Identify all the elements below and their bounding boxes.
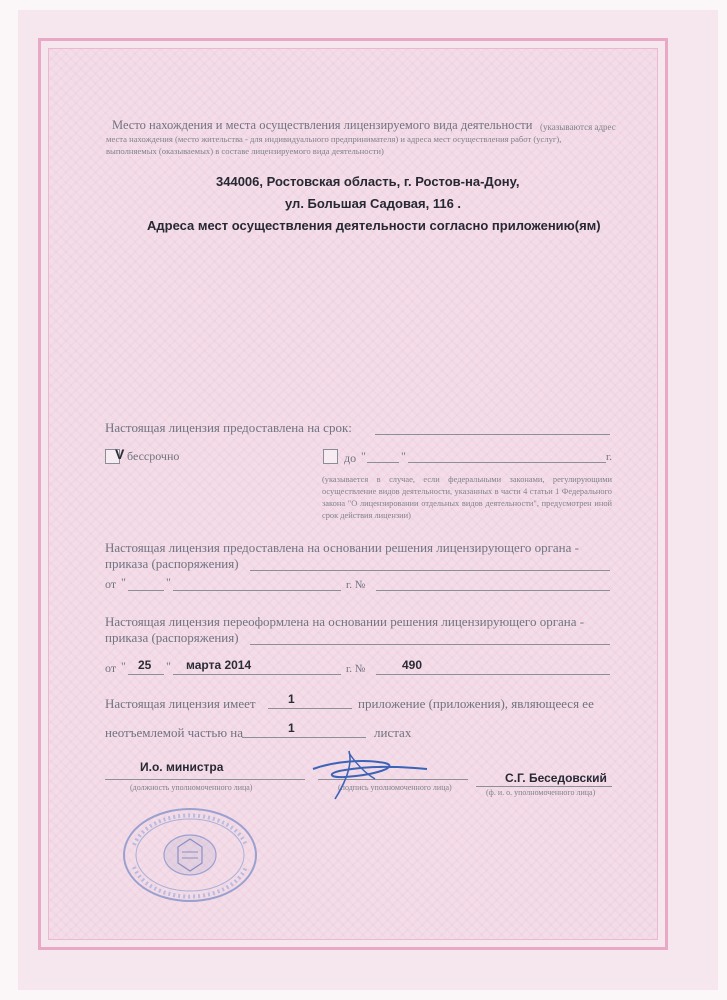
appendix-sheets-line [242, 737, 366, 738]
basis-from-label: от [105, 577, 117, 591]
until-year-suffix: г. [606, 451, 613, 463]
term-label: Настоящая лицензия предоставлена на срок: [105, 420, 352, 435]
location-caption-line2: места нахождения (место жительства - для индивидуального предпринимателя) и адреса мест осуществления работ (услуг), [106, 134, 562, 144]
appendix-line1-prefix: Настоящая лицензия имеет [105, 696, 256, 711]
position-line [105, 779, 305, 780]
name-caption: (ф. и. о. уполномоченного лица) [486, 788, 596, 797]
until-checkbox[interactable] [323, 449, 338, 464]
appendix-line1-suffix: приложение (приложения), являющееся ее [358, 696, 594, 711]
basis-quote-open: " [121, 575, 126, 589]
location-label: Место нахождения и места осуществления лицензируемого вида деятельности [112, 118, 533, 132]
reissue-day: 25 [138, 658, 152, 672]
location-caption-line3: выполняемых (оказываемых) в составе лицензируемого вида деятельности) [106, 146, 384, 156]
unlimited-label: бессрочно [127, 449, 180, 463]
reissue-line-1: Настоящая лицензия переоформлена на основании решения лицензирующего органа - [105, 614, 585, 629]
reissue-quote-open: " [121, 659, 126, 673]
reissue-month-line [173, 674, 341, 675]
reissue-day-line [128, 674, 164, 675]
position-caption: (должность уполномоченного лица) [130, 783, 253, 792]
appendix-sheets: 1 [288, 721, 295, 735]
handwritten-signature [305, 745, 435, 805]
reissue-line-2: приказа (распоряжения) [105, 630, 239, 645]
appendix-count: 1 [288, 692, 295, 706]
reissue-number-line [376, 674, 610, 675]
basis-line-1: Настоящая лицензия предоставлена на основании решения лицензирующего органа - [105, 540, 579, 555]
basis-line-2: приказа (распоряжения) [105, 556, 239, 571]
until-quote-close: " [401, 449, 406, 463]
basis-order-line [250, 570, 610, 571]
official-seal-stamp [120, 805, 260, 905]
basis-month-line [173, 590, 341, 591]
address-line-3: Адреса мест осуществления деятельности согласно приложению(ям) [147, 218, 601, 233]
address-line-2: ул. Большая Садовая, 116 . [285, 196, 462, 211]
term-note: (указывается в случае, если федеральными законами, регулирующими осуществление видов деятельности, указанных в части 4 статьи 1 Федерального закона "О лицензировании отдельных видов деятельности", предусмотрен иной срок действия лицензии) [322, 475, 612, 520]
until-date-line [408, 462, 606, 463]
reissue-number: 490 [402, 658, 423, 672]
appendix-line2-prefix: неотъемлемой частью на [105, 725, 244, 740]
until-quote-open: " [361, 449, 366, 463]
reissue-year-label: г. № [346, 663, 366, 675]
reissue-month-year: марта 2014 [186, 658, 252, 672]
appendix-count-line [268, 708, 352, 709]
basis-day-line [128, 590, 164, 591]
term-top-line [375, 434, 610, 435]
until-day-line [367, 462, 399, 463]
address-line-1: 344006, Ростовская область, г. Ростов-на-Дону, [216, 174, 520, 189]
appendix-line2-suffix: листах [374, 725, 412, 740]
signature-caption: (подпись уполномоченного лица) [338, 783, 452, 792]
reissue-from-label: от [105, 661, 117, 675]
basis-number-line [376, 590, 610, 591]
until-label: до [344, 451, 357, 465]
basis-quote-close: " [166, 575, 171, 589]
signatory-name: С.Г. Беседовский [505, 771, 607, 785]
signatory-position: И.о. министра [140, 760, 224, 774]
location-note: (указываются адрес [540, 122, 616, 132]
unlimited-checkmark: V [115, 446, 125, 462]
basis-year-label: г. № [346, 579, 366, 591]
reissue-quote-close: " [166, 659, 171, 673]
reissue-order-line [250, 644, 610, 645]
